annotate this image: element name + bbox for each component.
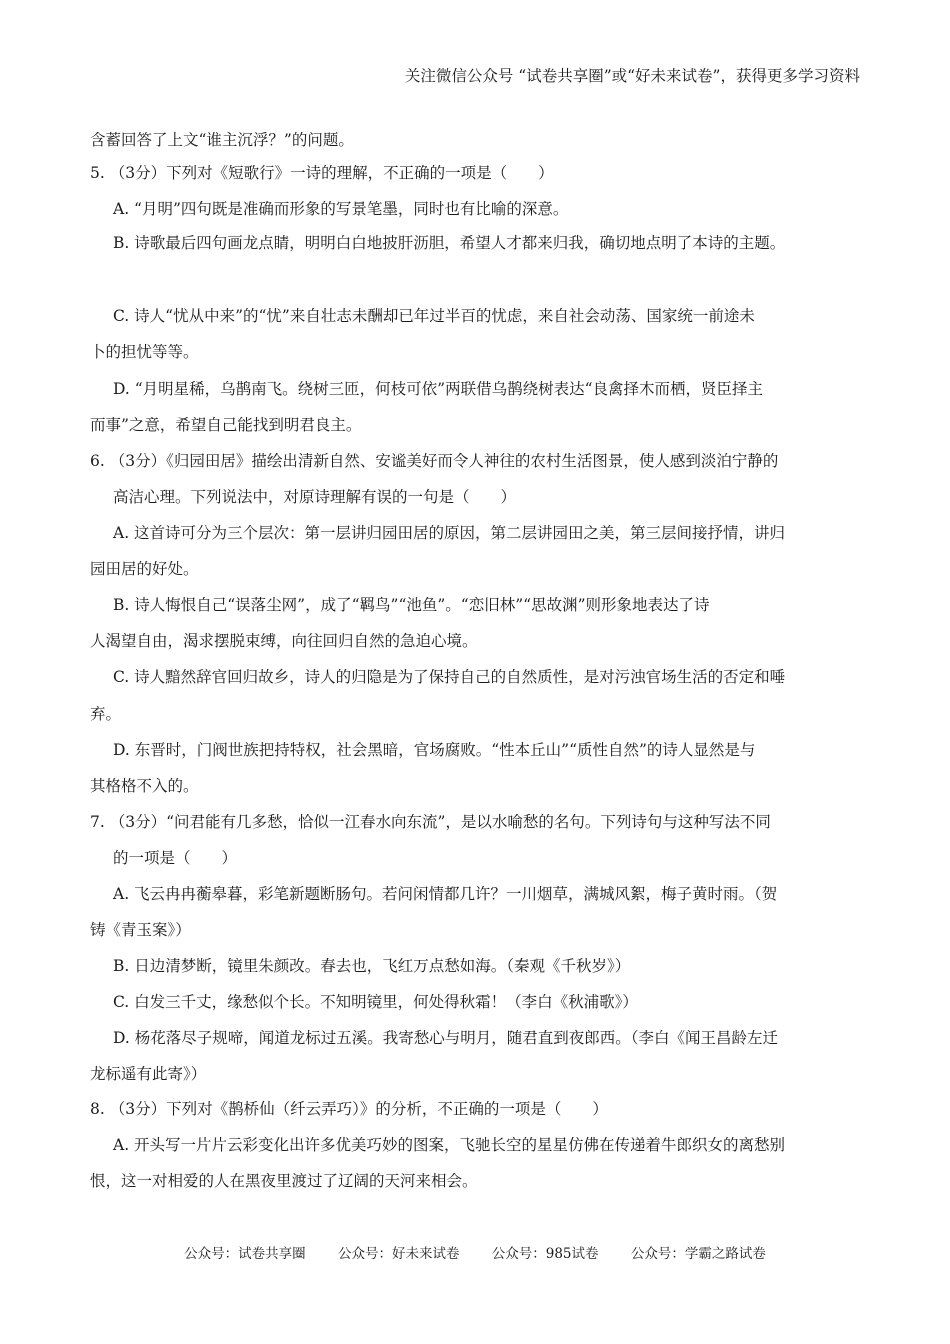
question-7-cont: 的一项是（ ） [113, 849, 238, 867]
footer-item: 公众号：学霸之路试卷 [630, 1246, 766, 1262]
option-8a: A. 开头写一片片云彩变化出许多优美巧妙的图案，飞驰长空的星星仿佛在传递着牛郎织女的离愁别 [113, 1136, 786, 1154]
question-6-cont: 高洁心理。下列说法中，对原诗理解有误的一句是（ ） [113, 488, 517, 506]
text-line: 含蓄回答了上文“谁主沉浮？”的问题。 [90, 131, 354, 149]
option-6c: C. 诗人黯然辞官回归故乡，诗人的归隐是为了保持自己的自然质性，是对污浊官场生活的否定和唾 [113, 668, 786, 686]
option-7d-cont: 龙标遥有此寄》） [90, 1065, 207, 1083]
option-6c-cont: 弃。 [90, 705, 122, 723]
footer-item: 公众号：985试卷 [491, 1246, 599, 1262]
page-footer [0, 1245, 950, 1263]
footer-item: 公众号：试卷共享圈 [184, 1246, 306, 1262]
option-7c: C. 白发三千丈，缘愁似个长。不知明镜里，何处得秋霜！（李白《秋浦歌》） [113, 993, 638, 1011]
question-8: 8. （3分）下列对《鹊桥仙（纤云弄巧）》的分析，不正确的一项是（ ） [90, 1100, 608, 1118]
option-7a-cont: 铸《青玉案》） [90, 921, 191, 939]
option-7a: A. 飞云冉冉蘅皋暮，彩笔新题断肠句。若问闲情都几许？一川烟草，满城风絮，梅子黄时雨。（贺 [113, 885, 778, 903]
question-5: 5. （3分）下列对《短歌行》一诗的理解，不正确的一项是（ ） [90, 164, 554, 182]
option-6b: B. 诗人悔恨自己“误落尘网”，成了“羁鸟”“池鱼”。“恋旧林”“思故渊”则形象地表达了诗 [113, 596, 710, 614]
option-5c-cont: 卜的担忧等等。 [90, 343, 199, 361]
option-6d: D. 东晋时，门阀世族把持特权，社会黑暗，官场腐败。“性本丘山”“质性自然”的诗人显然是与 [113, 741, 756, 759]
page-header: 关注微信公众号 “试卷共享圈”或“好未来试卷”，获得更多学习资料 [404, 67, 860, 85]
option-6a-cont: 园田居的好处。 [90, 560, 199, 578]
option-8a-cont: 恨，这一对相爱的人在黑夜里渡过了辽阔的天河来相会。 [90, 1172, 478, 1190]
option-7d: D. 杨花落尽子规啼，闻道龙标过五溪。我寄愁心与明月，随君直到夜郎西。（李白《闻王昌龄左迁 [113, 1029, 778, 1047]
question-7: 7. （3分）“问君能有几多愁，恰似一江春水向东流”，是以水喻愁的名句。下列诗句与这种写法不同 [90, 813, 771, 831]
question-6: 6. （3分）《归园田居》描绘出清新自然、安谧美好而令人神往的农村生活图景，使人感到淡泊宁静的 [90, 452, 779, 470]
option-7b: B. 日边清梦断，镜里朱颜改。春去也，飞红万点愁如海。（秦观《千秋岁》） [113, 957, 631, 975]
option-5d-cont: 而事”之意，希望自己能找到明君良主。 [90, 416, 362, 434]
option-5a: A. “月明”四句既是准确而形象的写景笔墨，同时也有比喻的深意。 [113, 200, 569, 218]
option-6d-cont: 其格格不入的。 [90, 777, 199, 795]
footer-item: 公众号：好未来试卷 [337, 1246, 460, 1262]
option-6a: A. 这首诗可分为三个层次：第一层讲归园田居的原因，第二层讲园田之美，第三层间接抒情，讲归 [113, 524, 786, 542]
option-5c: C. 诗人“忧从中来”的“忧”来自壮志未酬却已年过半百的忧虑，来自社会动荡、国家统一前途未 [113, 307, 755, 325]
option-6b-cont: 人渴望自由，渴求摆脱束缚，向往回归自然的急迫心境。 [90, 632, 478, 650]
option-5d: D. “月明星稀，乌鹊南飞。绕树三匝，何枝可依”两联借乌鹊绕树表达“良禽择木而栖，贤臣择主 [113, 380, 764, 398]
option-5b: B. 诗歌最后四句画龙点睛，明明白白地披肝沥胆，希望人才都来归我，确切地点明了本诗的主题。 [113, 234, 786, 252]
